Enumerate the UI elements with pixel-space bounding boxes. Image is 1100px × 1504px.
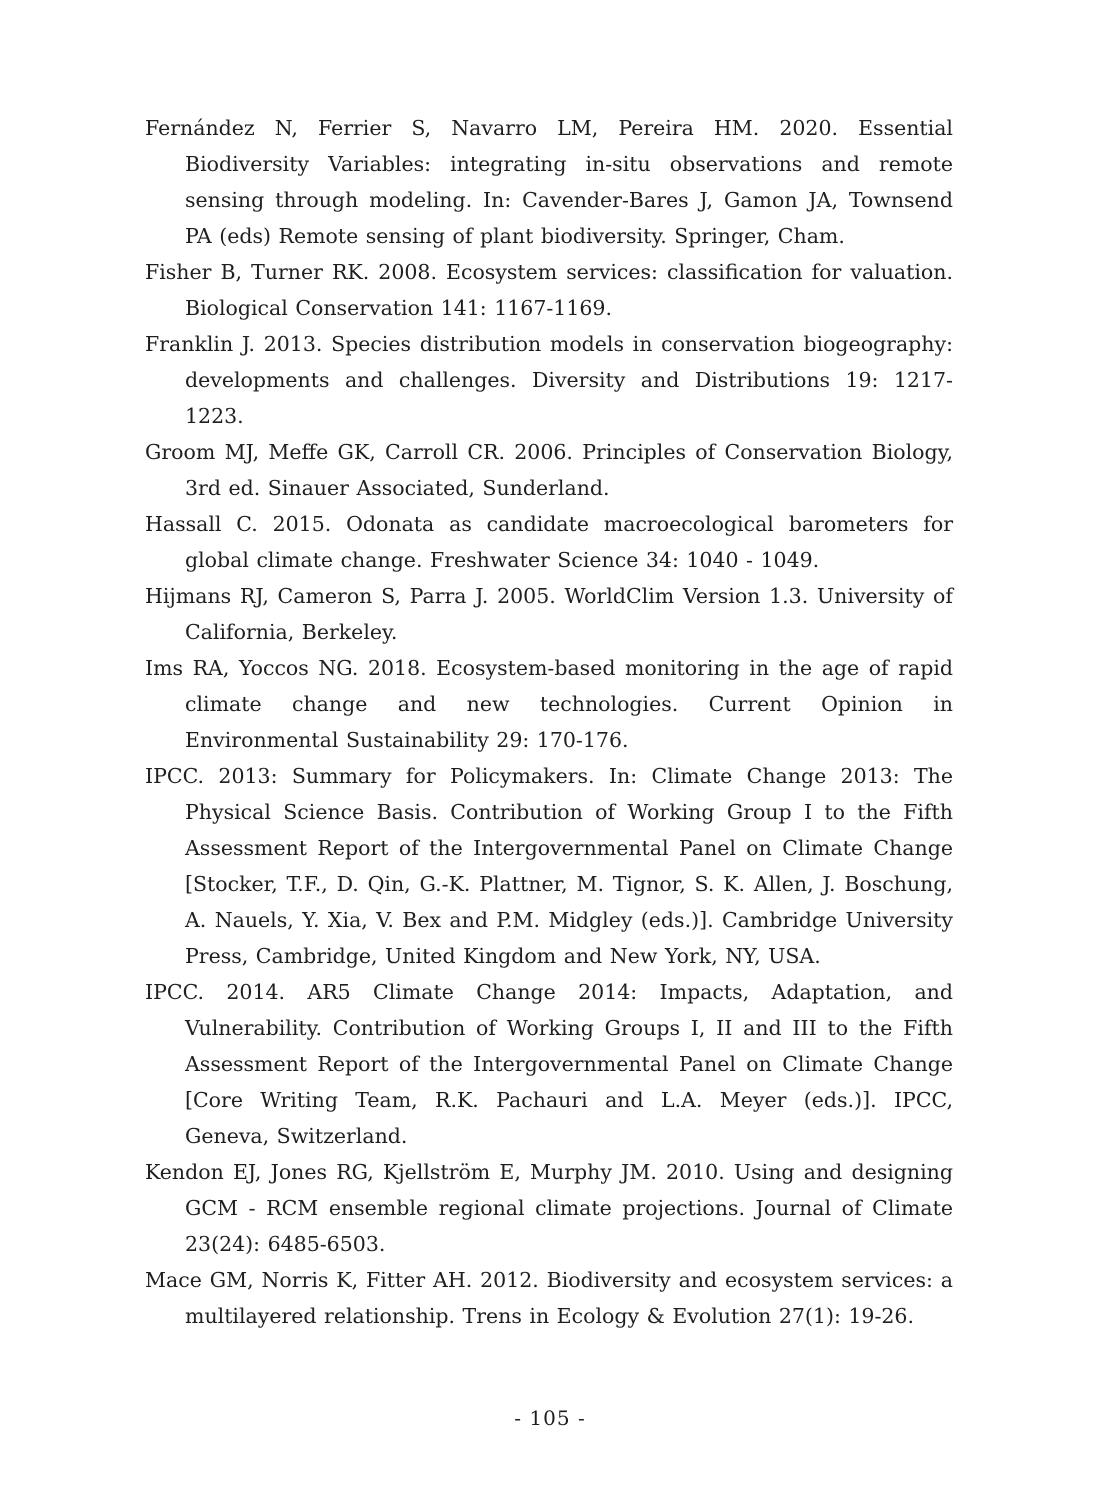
reference-entry: Fisher B, Turner RK. 2008. Ecosystem services: classification for valuation. Biological Conservation 141: 1167-1169. — [145, 260, 953, 320]
reference-entry: Ims RA, Yoccos NG. 2018. Ecosystem-based monitoring in the age of rapid climate change and new technologies. Current Opinion in Environmental Sustainability 29: 170-176. — [145, 656, 953, 752]
reference-entry: Franklin J. 2013. Species distribution models in conservation biogeography: developments and challenges. Diversity and Distributions 19: 1217-1223. — [145, 332, 953, 428]
reference-entry: IPCC. 2013: Summary for Policymakers. In: Climate Change 2013: The Physical Science Basis. Contribution of Working Group I to the Fifth Assessment Report of the Intergovernmental Panel on Climate Change [Stocker, T.F., D. Qin, G.-K. Plattner, M. Tignor, S. K. Allen, J. Boschung, A. Nauels, Y. Xia, V. Bex and P.M. Midgley (eds.)]. Cambridge University Press, Cambridge, United Kingdom and New York, NY, USA. — [145, 764, 953, 968]
reference-list — [145, 110, 953, 1334]
reference-entry: IPCC. 2014. AR5 Climate Change 2014: Impacts, Adaptation, and Vulnerability. Contribution of Working Groups I, II and III to the Fifth Assessment Report of the Intergovernmental Panel on Climate Change [Core Writing Team, R.K. Pachauri and L.A. Meyer (eds.)]. IPCC, Geneva, Switzerland. — [145, 980, 953, 1148]
reference-entry: Mace GM, Norris K, Fitter AH. 2012. Biodiversity and ecosystem services: a multilayered relationship. Trens in Ecology & Evolution 27(1): 19-26. — [145, 1268, 953, 1328]
page-number: - 105 - — [514, 1406, 586, 1430]
reference-entry: Hassall C. 2015. Odonata as candidate macroecological barometers for global climate change. Freshwater Science 34: 1040 - 1049. — [145, 512, 953, 572]
reference-entry: Fernández N, Ferrier S, Navarro LM, Pereira HM. 2020. Essential Biodiversity Variables: integrating in-situ observations and remote sensing through modeling. In: Cavender-Bares J, Gamon JA, Townsend PA (eds) Remote sensing of plant biodiversity. Springer, Cham. — [145, 116, 953, 248]
reference-entry: Kendon EJ, Jones RG, Kjellström E, Murphy JM. 2010. Using and designing GCM - RCM ensemble regional climate projections. Journal of Climate 23(24): 6485-6503. — [145, 1160, 953, 1256]
reference-entry: Groom MJ, Meffe GK, Carroll CR. 2006. Principles of Conservation Biology, 3rd ed. Sinauer Associated, Sunderland. — [145, 440, 953, 500]
reference-entry: Hijmans RJ, Cameron S, Parra J. 2005. WorldClim Version 1.3. University of California, Berkeley. — [145, 584, 953, 644]
